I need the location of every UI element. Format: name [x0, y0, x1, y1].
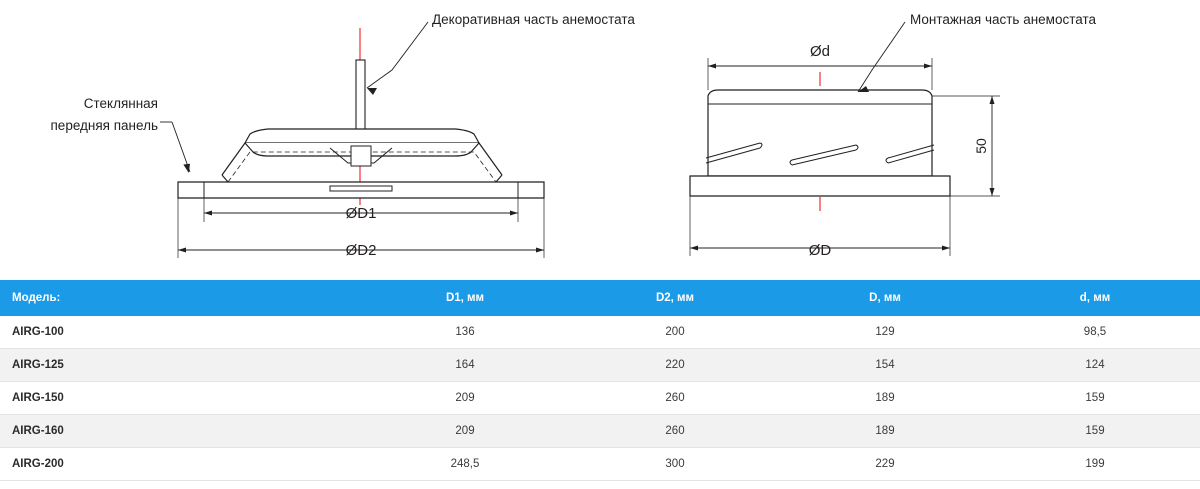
- label-h-text: 50: [973, 138, 989, 154]
- cell-model: AIRG-150: [0, 382, 360, 415]
- cell-d: 189: [780, 415, 990, 448]
- arrow-D-left: [690, 246, 698, 251]
- cell-d2: 200: [570, 316, 780, 349]
- label-dd-text: Ød: [809, 43, 831, 60]
- cell-model: AIRG-200: [0, 448, 360, 481]
- table-row: [0, 349, 1200, 382]
- arrow-dd-right: [924, 64, 932, 69]
- cell-d1: 164: [360, 349, 570, 382]
- label-d1-text: ØD1: [345, 205, 377, 222]
- cell-dd: 124: [990, 349, 1200, 382]
- cell-d2: 260: [570, 382, 780, 415]
- cell-model: AIRG-100: [0, 316, 360, 349]
- header-d2: D2, мм: [570, 280, 780, 316]
- arrow-d1-right: [510, 211, 518, 216]
- arrow-d1-left: [204, 211, 212, 216]
- cell-d2: 300: [570, 448, 780, 481]
- callout-decorative-part: Декоративная часть анемостата: [432, 12, 635, 27]
- decorative-cone-top: [245, 129, 479, 143]
- leader-mounting: [858, 22, 905, 92]
- spec-table-wrapper: [0, 280, 1200, 481]
- flare-left-lip: [222, 175, 228, 182]
- header-d1: D1, мм: [360, 280, 570, 316]
- arrow-h-bottom: [990, 188, 995, 196]
- callout-glass-panel-line2: передняя панель: [50, 118, 158, 133]
- cell-d1: 248,5: [360, 448, 570, 481]
- cell-d1: 209: [360, 382, 570, 415]
- left-view: [160, 22, 544, 258]
- arrow-D-right: [942, 246, 950, 251]
- mounting-flange: [690, 176, 950, 196]
- cell-d2: 220: [570, 349, 780, 382]
- cell-dd: 199: [990, 448, 1200, 481]
- callout-mounting-part: Монтажная часть анемостата: [910, 12, 1097, 27]
- cell-model: AIRG-125: [0, 349, 360, 382]
- center-pad: [330, 186, 392, 191]
- header-d: D, мм: [780, 280, 990, 316]
- header-model: Модель:: [0, 280, 360, 316]
- cell-d: 154: [780, 349, 990, 382]
- leader-decorative: [367, 22, 428, 88]
- spec-table: [0, 280, 1200, 481]
- flare-right-lip: [496, 175, 502, 182]
- cell-d1: 209: [360, 415, 570, 448]
- flare-left: [222, 143, 245, 175]
- cell-dd: 98,5: [990, 316, 1200, 349]
- arrow-d2-right: [536, 248, 544, 253]
- flare-right: [479, 143, 502, 175]
- table-row: [0, 415, 1200, 448]
- clip-center-block: [351, 146, 371, 166]
- table-row: [0, 316, 1200, 349]
- cell-dd: 159: [990, 382, 1200, 415]
- cell-model: AIRG-160: [0, 415, 360, 448]
- table-header-row: [0, 280, 1200, 316]
- table-row: [0, 448, 1200, 481]
- cell-d2: 260: [570, 415, 780, 448]
- arrow-dd-left: [708, 64, 716, 69]
- label-D-text: ØD: [808, 242, 832, 259]
- cell-d1: 136: [360, 316, 570, 349]
- arrow-h-top: [990, 96, 995, 104]
- arrow-d2-left: [178, 248, 186, 253]
- spec-table-head: [0, 280, 1200, 316]
- cell-dd: 159: [990, 415, 1200, 448]
- callout-glass-panel-line1: Стеклянная: [83, 96, 158, 111]
- label-d2-text: ØD2: [345, 242, 377, 259]
- spec-table-body: [0, 316, 1200, 481]
- cell-d: 229: [780, 448, 990, 481]
- cell-d: 189: [780, 382, 990, 415]
- mounting-body: [708, 90, 932, 176]
- leader-decorative-arrow: [367, 88, 377, 95]
- cell-d: 129: [780, 316, 990, 349]
- right-view: [690, 22, 1000, 256]
- header-dd: d, мм: [990, 280, 1200, 316]
- table-row: [0, 382, 1200, 415]
